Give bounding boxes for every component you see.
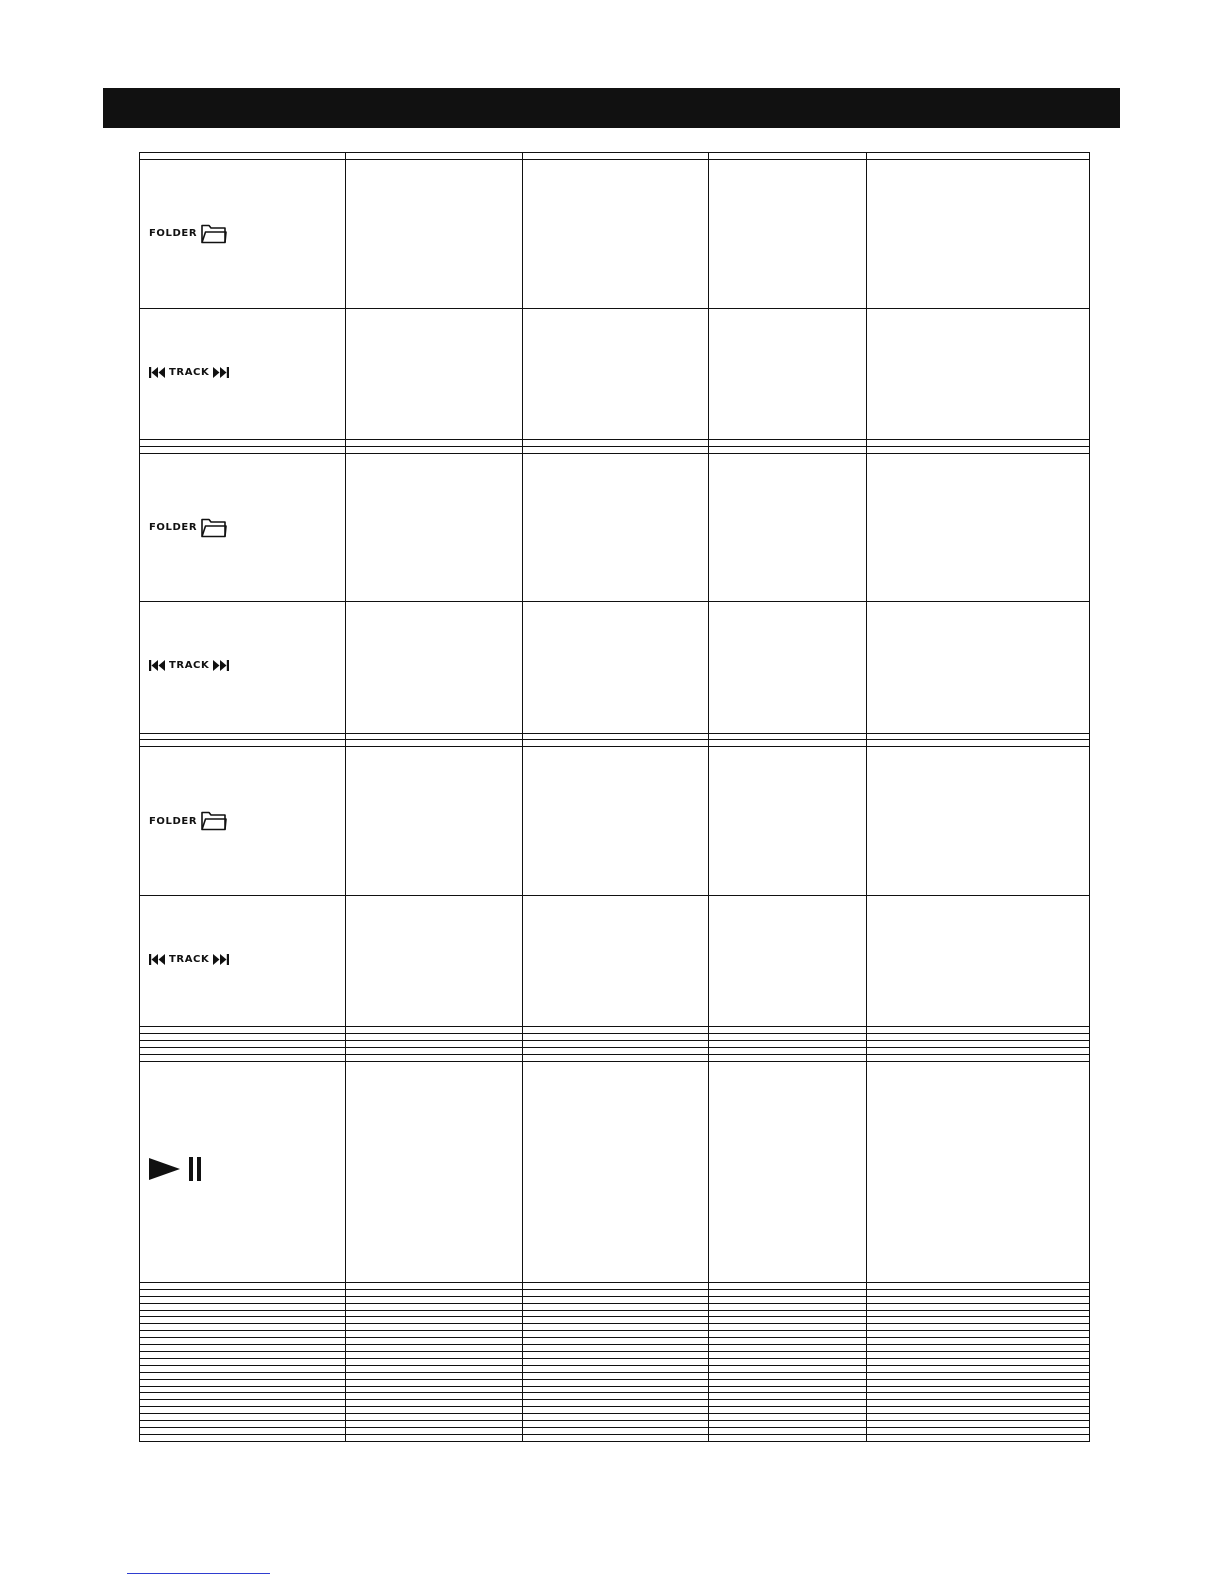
table-cell (140, 1289, 346, 1296)
table-cell (867, 446, 1090, 453)
table-row (140, 1400, 1090, 1407)
table-cell (523, 1338, 709, 1345)
table-cell (709, 1427, 867, 1434)
table-cell (140, 1061, 346, 1282)
table-cell (346, 1414, 523, 1421)
table-cell (709, 1414, 867, 1421)
table-cell (709, 159, 867, 308)
table-cell (709, 602, 867, 733)
table-row (140, 1317, 1090, 1324)
table-cell (709, 1372, 867, 1379)
table-cell (346, 1303, 523, 1310)
table-row (140, 1289, 1090, 1296)
table-cell (709, 1358, 867, 1365)
table-cell (140, 1296, 346, 1303)
table-row (140, 1407, 1090, 1414)
track-label (149, 367, 229, 378)
table-cell (346, 733, 523, 740)
table-cell (346, 1358, 523, 1365)
table-cell (140, 446, 346, 453)
table-cell (346, 308, 523, 439)
table-cell (523, 1407, 709, 1414)
table-cell (867, 1296, 1090, 1303)
table-cell (523, 747, 709, 896)
table-cell (140, 1365, 346, 1372)
table-cell (867, 895, 1090, 1026)
table-cell (867, 1393, 1090, 1400)
table-cell (346, 1324, 523, 1331)
table-cell (346, 1282, 523, 1289)
folder-label (149, 518, 227, 538)
table-cell (140, 439, 346, 446)
table-cell (867, 439, 1090, 446)
table-cell (523, 446, 709, 453)
table-row (140, 1324, 1090, 1331)
track-label (149, 954, 229, 965)
table-cell (523, 1054, 709, 1061)
table-cell (867, 1317, 1090, 1324)
table-row (140, 446, 1090, 453)
table-cell (346, 1296, 523, 1303)
table-cell (140, 747, 346, 896)
table-cell (523, 740, 709, 747)
table-cell (867, 747, 1090, 896)
table-cell (709, 453, 867, 602)
table-cell (867, 1310, 1090, 1317)
folder-text: FOLDER (149, 522, 198, 534)
folder-icon (200, 224, 227, 244)
table-cell (523, 1324, 709, 1331)
table-cell (523, 1027, 709, 1034)
table-cell (523, 453, 709, 602)
table-cell (523, 439, 709, 446)
table-row (140, 1352, 1090, 1359)
table-cell (523, 1421, 709, 1428)
table-cell (523, 1386, 709, 1393)
table-row (140, 308, 1090, 439)
table-cell (140, 895, 346, 1026)
table-cell (867, 308, 1090, 439)
table-cell (346, 1289, 523, 1296)
table-cell (867, 1421, 1090, 1428)
table-cell (709, 1434, 867, 1441)
table-cell (346, 153, 523, 160)
table-cell (346, 1054, 523, 1061)
folder-label (149, 224, 227, 244)
table-cell (709, 153, 867, 160)
table-cell (709, 1393, 867, 1400)
track-text: TRACK (169, 366, 210, 378)
table-cell (523, 153, 709, 160)
folder-icon (200, 518, 227, 538)
table-cell (523, 1034, 709, 1041)
table-cell (867, 1372, 1090, 1379)
table-cell (140, 1041, 346, 1048)
folder-text: FOLDER (149, 815, 198, 827)
table-cell (140, 1407, 346, 1414)
previous-track-icon (149, 954, 166, 965)
table-cell (867, 1282, 1090, 1289)
table-cell (709, 308, 867, 439)
table-cell (867, 1400, 1090, 1407)
table-row (140, 439, 1090, 446)
table-cell (523, 1358, 709, 1365)
table-cell (140, 1352, 346, 1359)
table-cell (709, 1282, 867, 1289)
table-cell (867, 1352, 1090, 1359)
table-cell (140, 1034, 346, 1041)
table-cell (140, 1393, 346, 1400)
table-cell (523, 1372, 709, 1379)
table-cell (523, 1393, 709, 1400)
table-cell (709, 439, 867, 446)
table-cell (709, 1379, 867, 1386)
play-pause-label (149, 1156, 209, 1182)
table-cell (867, 153, 1090, 160)
table-cell (709, 895, 867, 1026)
table-cell (346, 1372, 523, 1379)
table-cell (140, 1421, 346, 1428)
table-cell (709, 1054, 867, 1061)
table-cell (867, 602, 1090, 733)
table-row (140, 1331, 1090, 1338)
table-cell (709, 1324, 867, 1331)
spec-table (139, 152, 1090, 1442)
table-cell (523, 1303, 709, 1310)
table-cell (709, 1310, 867, 1317)
track-text: TRACK (169, 660, 210, 672)
table-cell (346, 1310, 523, 1317)
table-cell (709, 1338, 867, 1345)
table-row (140, 1061, 1090, 1282)
table-cell (346, 1421, 523, 1428)
table-row (140, 1372, 1090, 1379)
table-cell (523, 1414, 709, 1421)
table-cell (346, 1027, 523, 1034)
table-cell (709, 1352, 867, 1359)
table-cell (709, 1289, 867, 1296)
table-cell (523, 733, 709, 740)
table-cell (523, 1379, 709, 1386)
table-cell (140, 1331, 346, 1338)
table-cell (523, 1317, 709, 1324)
table-cell (709, 1331, 867, 1338)
table-cell (140, 1338, 346, 1345)
table-cell (140, 1358, 346, 1365)
table-row (140, 740, 1090, 747)
table-row (140, 602, 1090, 733)
table-cell (140, 453, 346, 602)
table-row (140, 1054, 1090, 1061)
table-row (140, 1303, 1090, 1310)
table-cell (709, 1317, 867, 1324)
table-cell (709, 733, 867, 740)
table-cell (346, 895, 523, 1026)
table-cell (346, 1407, 523, 1414)
table-row (140, 1034, 1090, 1041)
table-cell (709, 1061, 867, 1282)
table-cell (140, 1303, 346, 1310)
table-cell (140, 1434, 346, 1441)
table-cell (140, 1054, 346, 1061)
table-cell (346, 439, 523, 446)
table-row (140, 1379, 1090, 1386)
table-cell (346, 747, 523, 896)
table-cell (867, 1027, 1090, 1034)
table-row (140, 1027, 1090, 1034)
table-cell (523, 895, 709, 1026)
table-cell (346, 1338, 523, 1345)
table-cell (140, 1345, 346, 1352)
table-cell (346, 1393, 523, 1400)
table-cell (867, 1047, 1090, 1054)
table-cell (346, 1434, 523, 1441)
table-cell (140, 1386, 346, 1393)
table-row (140, 733, 1090, 740)
table-cell (140, 1400, 346, 1407)
table-row (140, 1338, 1090, 1345)
table-cell (523, 1365, 709, 1372)
table-cell (867, 1324, 1090, 1331)
table-cell (346, 740, 523, 747)
folder-icon (200, 811, 227, 831)
table-cell (867, 1379, 1090, 1386)
table-row (140, 1365, 1090, 1372)
table-row (140, 1393, 1090, 1400)
table-cell (867, 1386, 1090, 1393)
table-cell (523, 1352, 709, 1359)
table-cell (523, 308, 709, 439)
table-cell (346, 1365, 523, 1372)
table-cell (709, 1303, 867, 1310)
title-bar (103, 88, 1120, 128)
table-cell (140, 1047, 346, 1054)
table-row (140, 159, 1090, 308)
table-cell (709, 1041, 867, 1048)
table-cell (709, 1027, 867, 1034)
table-cell (346, 1400, 523, 1407)
table-cell (140, 602, 346, 733)
table-cell (523, 1061, 709, 1282)
table-row (140, 1386, 1090, 1393)
table-cell (523, 1400, 709, 1407)
table-cell (346, 1379, 523, 1386)
table-cell (346, 1386, 523, 1393)
table-cell (140, 308, 346, 439)
table-row (140, 153, 1090, 160)
table-cell (523, 1331, 709, 1338)
table-cell (140, 1282, 346, 1289)
table-cell (346, 1345, 523, 1352)
next-track-icon (212, 954, 229, 965)
table-cell (140, 1317, 346, 1324)
table-cell (523, 1310, 709, 1317)
table-cell (346, 453, 523, 602)
table-cell (867, 1414, 1090, 1421)
table-cell (140, 1379, 346, 1386)
table-cell (523, 602, 709, 733)
table-cell (867, 733, 1090, 740)
table-cell (709, 1345, 867, 1352)
track-text: TRACK (169, 954, 210, 966)
table-cell (867, 1338, 1090, 1345)
play-pause-icon (149, 1156, 209, 1182)
table-row (140, 1047, 1090, 1054)
table-cell (346, 1317, 523, 1324)
table-cell (709, 1400, 867, 1407)
table-cell (867, 1331, 1090, 1338)
table-cell (523, 1345, 709, 1352)
table-cell (140, 1027, 346, 1034)
table-cell (140, 1427, 346, 1434)
table-row (140, 1427, 1090, 1434)
table-cell (867, 1345, 1090, 1352)
table-cell (523, 1047, 709, 1054)
table-cell (523, 1296, 709, 1303)
table-cell (709, 446, 867, 453)
table-cell (140, 153, 346, 160)
table-row (140, 1296, 1090, 1303)
spec-table-body (140, 153, 1090, 1442)
table-cell (709, 1034, 867, 1041)
table-row (140, 1282, 1090, 1289)
table-row (140, 1345, 1090, 1352)
table-cell (709, 1047, 867, 1054)
table-cell (867, 1041, 1090, 1048)
table-cell (709, 1365, 867, 1372)
table-cell (523, 1041, 709, 1048)
table-cell (346, 1047, 523, 1054)
table-cell (346, 1352, 523, 1359)
table-cell (140, 1372, 346, 1379)
table-cell (140, 1414, 346, 1421)
table-cell (346, 159, 523, 308)
table-cell (346, 1061, 523, 1282)
table-cell (709, 1407, 867, 1414)
next-track-icon (212, 367, 229, 378)
table-cell (709, 747, 867, 896)
table-row (140, 1310, 1090, 1317)
table-row (140, 1041, 1090, 1048)
table-cell (523, 1427, 709, 1434)
table-cell (709, 1421, 867, 1428)
table-cell (346, 1331, 523, 1338)
footer-link-underline[interactable] (127, 1573, 270, 1574)
folder-text: FOLDER (149, 228, 198, 240)
previous-track-icon (149, 367, 166, 378)
table-cell (867, 1034, 1090, 1041)
table-cell (867, 1061, 1090, 1282)
table-cell (867, 1358, 1090, 1365)
table-cell (346, 446, 523, 453)
table-cell (140, 1310, 346, 1317)
table-cell (867, 740, 1090, 747)
table-row (140, 1414, 1090, 1421)
table-cell (867, 1427, 1090, 1434)
table-cell (867, 1054, 1090, 1061)
table-cell (140, 740, 346, 747)
track-label (149, 660, 229, 671)
table-cell (709, 1296, 867, 1303)
table-cell (346, 1034, 523, 1041)
table-cell (867, 1289, 1090, 1296)
table-cell (346, 1041, 523, 1048)
folder-label (149, 811, 227, 831)
table-row (140, 747, 1090, 896)
table-cell (140, 159, 346, 308)
table-cell (140, 1324, 346, 1331)
table-cell (867, 1407, 1090, 1414)
table-cell (867, 453, 1090, 602)
table-cell (346, 1427, 523, 1434)
table-cell (867, 1434, 1090, 1441)
next-track-icon (212, 660, 229, 671)
table-cell (709, 1386, 867, 1393)
table-cell (523, 159, 709, 308)
table-row (140, 1434, 1090, 1441)
table-row (140, 453, 1090, 602)
previous-track-icon (149, 660, 166, 671)
table-cell (140, 733, 346, 740)
table-cell (523, 1289, 709, 1296)
table-cell (867, 159, 1090, 308)
table-row (140, 1421, 1090, 1428)
table-cell (346, 602, 523, 733)
table-row (140, 895, 1090, 1026)
table-cell (709, 740, 867, 747)
table-cell (867, 1303, 1090, 1310)
table-cell (523, 1434, 709, 1441)
table-row (140, 1358, 1090, 1365)
table-cell (523, 1282, 709, 1289)
table-cell (867, 1365, 1090, 1372)
